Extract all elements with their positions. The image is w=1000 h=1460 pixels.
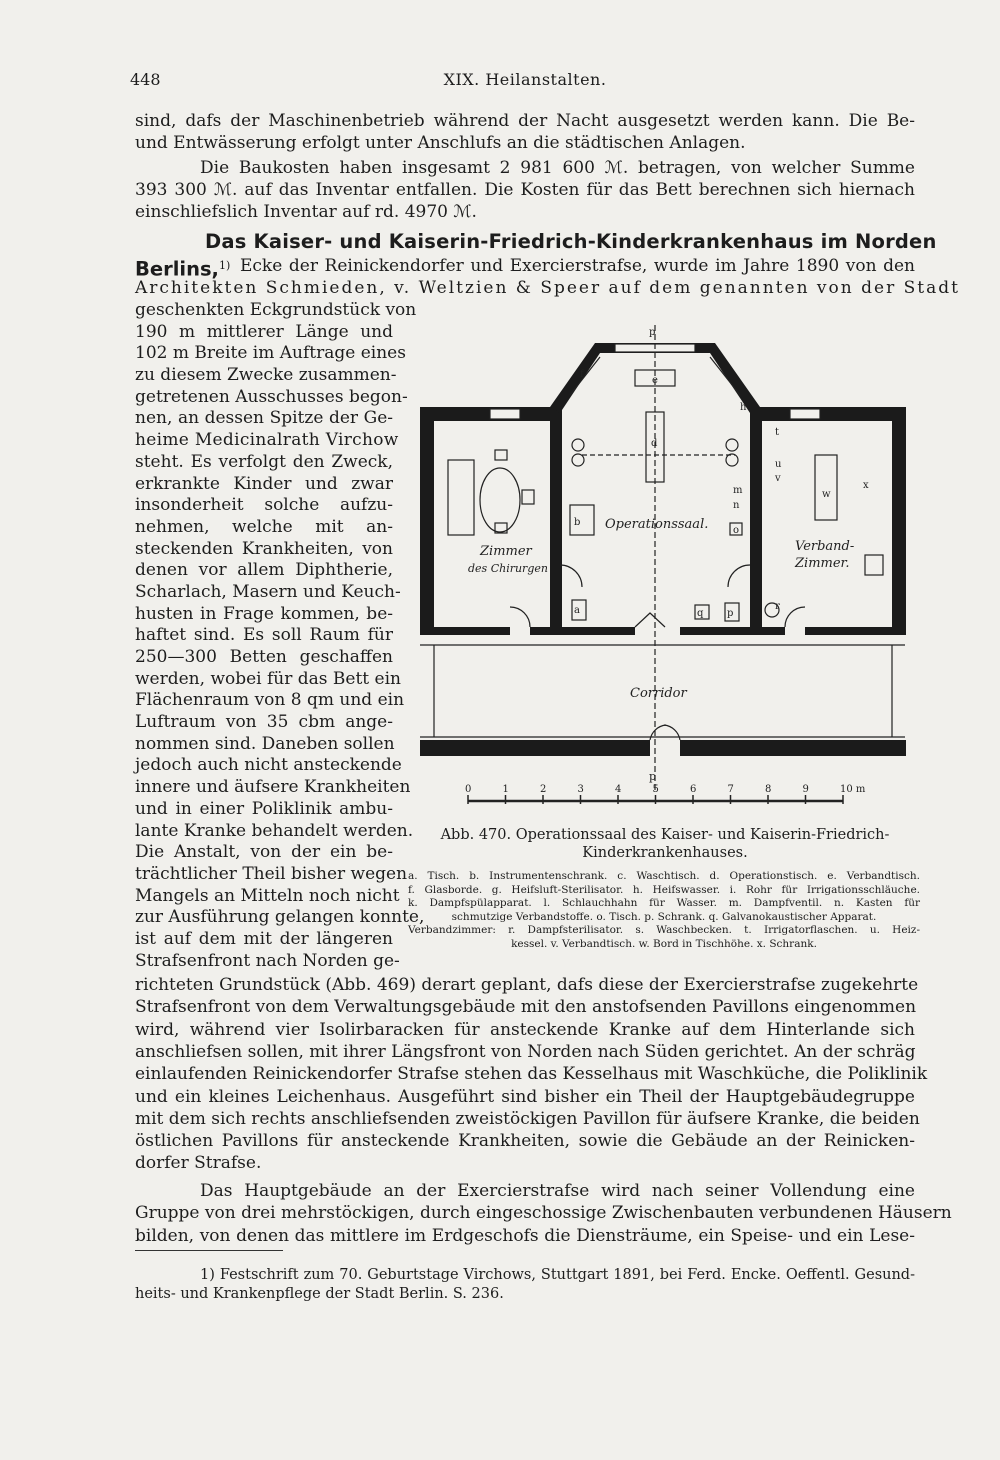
label-corridor: Corridor — [630, 686, 687, 701]
letter-t: t — [775, 427, 780, 438]
column-line: lante Kranke behandelt werden. — [135, 820, 414, 841]
letter-q: q — [697, 608, 704, 619]
scale-tick-label: 5 — [652, 784, 659, 795]
wall — [680, 627, 785, 635]
letter-b: b — [574, 517, 581, 528]
column-line: innere und äufsere Krankheiten — [135, 777, 411, 798]
wall — [805, 627, 905, 635]
letter-d: d — [651, 438, 658, 449]
narrow-column — [135, 300, 425, 972]
column-line: nehmen, welche mit an- — [135, 516, 393, 537]
column-line: Mangels an Mitteln noch nicht — [135, 885, 400, 906]
column-line: steckenden Krankheiten, von — [135, 538, 393, 559]
column-line: jedoch auch nicht ansteckende — [135, 755, 402, 776]
column-line: Scharlach, Masern und Keuch- — [135, 581, 401, 602]
column-line: zu diesem Zwecke zusammen- — [135, 365, 397, 386]
body-line: östlichen Pavillons für ansteckende Krankheiten, sowie die Gebäude an der Reinicken- — [135, 1131, 915, 1152]
label-operationssaal: Operationssaal. — [605, 517, 709, 532]
body-line: sind, dafs der Maschinenbetrieb während der Nacht ausgesetzt werden kann. Die Be- — [135, 111, 915, 131]
figure-legend — [408, 870, 920, 951]
wall — [750, 407, 905, 421]
letter-p: p — [727, 608, 734, 619]
scale-bar — [465, 784, 866, 804]
body-line — [135, 254, 915, 281]
body-line: Die Baukosten haben insgesamt 2 981 600 ℳ. betragen, von welcher Summe — [200, 158, 915, 178]
column-line: Strafsenfront nach Norden ge- — [135, 950, 400, 971]
column-line: steht. Es verfolgt den Zweck, — [135, 451, 393, 472]
legend-line: Verbandzimmer: r. Dampfsterilisator. s. Waschbecken. t. Irrigatorflaschen. u. Heiz- — [408, 924, 920, 936]
wall — [420, 627, 510, 635]
column-line: geschenkten Eckgrundstück von — [135, 300, 417, 320]
body-line-rest: Ecke der Reinickendorfer und Exercierstrafse, wurde im Jahre 1890 von den — [240, 256, 915, 276]
body-line: dorfer Strafse. — [135, 1153, 262, 1174]
column-line: husten in Frage kommen, be- — [135, 603, 393, 624]
column-line: nommen sind. Daneben sollen — [135, 733, 395, 754]
letter-r: r — [775, 601, 780, 612]
column-line: nen, an dessen Spitze der Ge- — [135, 408, 393, 429]
wall — [550, 343, 602, 413]
wall — [420, 740, 650, 756]
scale-tick-label: 6 — [690, 784, 697, 795]
column-line: heime Medicinalrath Virchow — [135, 430, 399, 451]
column-line: ist auf dem mit der längeren — [135, 928, 393, 949]
column-line: 190 m mittlerer Länge und — [135, 321, 393, 342]
letter-f: f — [580, 369, 584, 380]
scale-tick-label: 3 — [577, 784, 584, 795]
body-line: richteten Grundstück (Abb. 469) derart geplant, dafs diese der Exercierstrafse zugekehrte — [135, 975, 919, 995]
section-heading-cont: Berlins, — [135, 257, 219, 281]
scale-tick-label: 0 — [465, 784, 472, 795]
letter-n: n — [733, 500, 740, 511]
scale-tick-label: 8 — [765, 784, 772, 795]
column-line: insonderheit solche aufzu- — [135, 495, 393, 516]
column-line: und in einer Poliklinik ambu- — [135, 798, 393, 819]
wall — [892, 407, 906, 635]
body-line: Architekten Schmieden, v. Weltzien & Speer auf dem genannten von der Stadt — [135, 278, 960, 298]
footnote-rule — [135, 1250, 283, 1251]
body-line: und ein kleines Leichenhaus. Ausgeführt sind bisher ein Theil der Hauptgebäudegruppe — [135, 1086, 915, 1107]
legend-line: k. Dampfspülapparat. l. Schlauchhahn für Wasser. m. Dampfventil. n. Kasten für — [408, 897, 920, 909]
legend-line: schmutzige Verbandstoffe. o. Tisch. p. Schrank. q. Galvanokaustischer Apparat. — [451, 910, 877, 923]
column-line: Luftraum von 35 cbm ange- — [135, 712, 393, 733]
column-line: denen vor allem Diphtherie, — [135, 560, 393, 581]
letter-w: x — [863, 480, 869, 491]
column-line: haftet sind. Es soll Raum für — [135, 625, 393, 646]
body-line: 393 300 ℳ. auf das Inventar entfallen. Die Kosten für das Bett berechnen sich hiernach — [135, 180, 915, 200]
footnote-marker: 1) — [218, 259, 231, 272]
column-line: zur Ausführung gelangen konnte, — [135, 907, 425, 928]
body-line: wird, während vier Isolirbaracken für ansteckende Kranke auf dem Hinterlande sich — [135, 1019, 915, 1040]
column-line: erkrankte Kinder und zwar — [135, 473, 393, 494]
running-title: XIX. Heilanstalten. — [443, 70, 607, 89]
legend-line: a. Tisch. b. Instrumentenschrank. c. Waschtisch. d. Operationstisch. e. Verbandtisch. — [408, 870, 920, 882]
scale-tick-label: 9 — [802, 784, 809, 795]
floor-plan-figure — [410, 315, 920, 810]
wall — [708, 343, 760, 413]
label-verband: Verband- — [795, 539, 855, 554]
column-line: 250—300 Betten geschaffen — [135, 647, 393, 667]
body-line: Strafsenfront von dem Verwaltungsgebäude mit den anstofsenden Pavillons eingenommen — [135, 997, 917, 1018]
letter-e: e — [652, 375, 658, 386]
footnote-line: heits- und Krankenpflege der Stadt Berlin. S. 236. — [135, 1286, 504, 1302]
wall — [680, 740, 906, 756]
letter-v: w — [822, 489, 831, 500]
letter-s: v — [775, 473, 781, 484]
column-line: trächtlicher Theil bisher wegen — [135, 863, 408, 884]
body-line: mit dem sich rechts anschliefsenden zweistöckigen Pavillon für äufsere Kranke, die beiden — [135, 1108, 920, 1129]
wall — [750, 407, 762, 635]
column-line: getretenen Ausschusses begon- — [135, 386, 408, 407]
label-des-chirurgen: des Chirurgen — [468, 562, 548, 575]
wall — [530, 627, 635, 635]
section-mark: p — [649, 770, 657, 783]
label-zimmer: Zimmer — [480, 544, 532, 559]
legend-line: kessel. v. Verbandtisch. w. Bord in Tischhöhe. x. Schrank. — [511, 937, 817, 950]
label-verband-zimmer: Zimmer. — [795, 556, 850, 571]
body-line: Das Hauptgebäude an der Exercierstrafse wird nach seiner Vollendung eine — [200, 1181, 915, 1201]
letter-o: o — [733, 525, 740, 536]
letter-m: m — [733, 485, 743, 496]
body-line: anschliefsen sollen, mit ihrer Längsfront von Norden nach Süden gerichtet. An der schräg — [135, 1041, 916, 1062]
column-line: Flächenraum von 8 qm und ein — [135, 690, 405, 711]
footnote-line: 1) Festschrift zum 70. Geburtstage Virchows, Stuttgart 1891, bei Ferd. Encke. Oeffentl. Gesund- — [200, 1267, 915, 1283]
letter-u: u — [775, 459, 782, 470]
body-line: einschliefslich Inventar auf rd. 4970 ℳ. — [135, 202, 477, 222]
column-line: werden, wobei für das Bett ein — [135, 668, 401, 689]
page-number: 448 — [130, 70, 161, 89]
caption-line: Abb. 470. Operationssaal des Kaiser- und Kaiserin-Friedrich- — [440, 827, 890, 843]
wall — [420, 407, 434, 635]
section-heading: Das Kaiser- und Kaiserin-Friedrich-Kinderkrankenhaus im Norden — [205, 230, 937, 253]
caption-line: Kinderkrankenhauses. — [582, 845, 748, 861]
figure-caption — [410, 826, 920, 862]
letter-a: a — [574, 605, 580, 616]
scale-tick-label: 2 — [540, 784, 547, 795]
running-head — [130, 70, 920, 94]
wall — [550, 407, 562, 635]
scale-tick-label: 4 — [615, 784, 622, 795]
scale-tick-label: 10 m — [840, 784, 866, 795]
body-line: Gruppe von drei mehrstöckigen, durch eingeschossige Zwischenbauten verbundenen Häusern — [135, 1203, 952, 1224]
body-line: bilden, von denen das mittlere im Erdgeschofs die Diensträume, ein Speise- und ein Lese- — [135, 1225, 915, 1246]
body-line: und Entwässerung erfolgt unter Anschlufs an die städtischen Anlagen. — [135, 133, 746, 153]
body-line: einlaufenden Reinickendorfer Strafse stehen das Kesselhaus mit Waschküche, die Poliklinik — [135, 1064, 928, 1085]
column-line: 102 m Breite im Auftrage eines — [135, 343, 406, 364]
column-line: Die Anstalt, von der ein be- — [135, 842, 393, 863]
scale-tick-label: 7 — [727, 784, 734, 795]
legend-line: f. Glasborde. g. Heifsluft-Sterilisator. h. Heifswasser. i. Rohr für Irrigationsschläuche. — [408, 883, 920, 896]
letter-h: h — [740, 402, 747, 413]
scale-tick-label: 1 — [502, 784, 509, 795]
section-mark: p — [649, 327, 656, 338]
